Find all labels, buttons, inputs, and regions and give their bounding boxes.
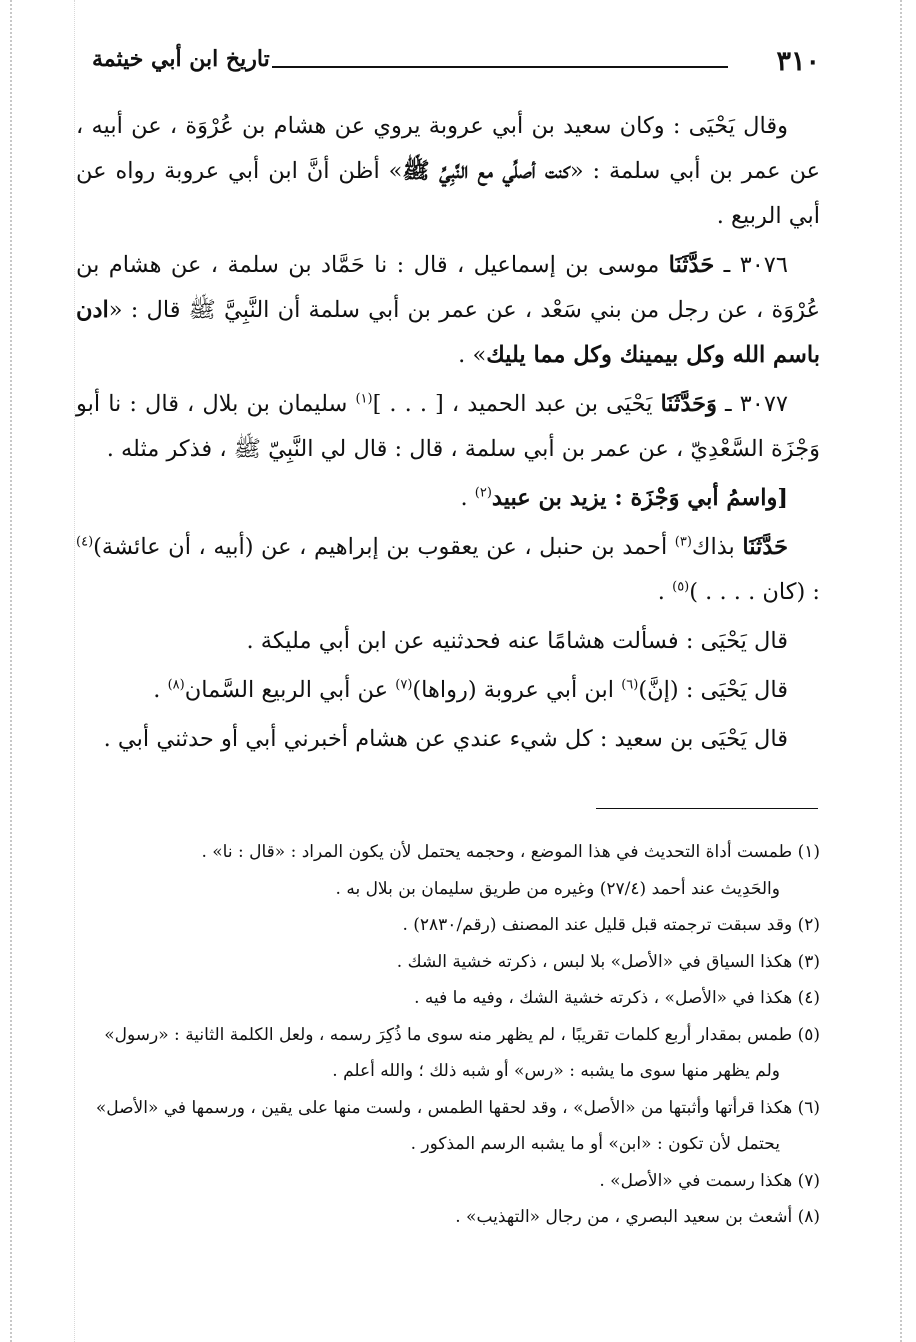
paragraph-5: حَدَّثَنَا بذاك$^{(٣)}$ أحمد بن حنبل ، عن يعقوب بن إبراهيم ، عن (أبيه ، أن عائشة)$^{(٤)}$ : (كان . . . . )$^{(٥)}$ . — [76, 534, 820, 605]
footnote-ref[interactable]: (٨) — [167, 677, 185, 693]
footnote-2: (٢) وقد سبقت ترجمته قبل قليل عند المصنف (رقم/٢٨٣٠) . — [402, 915, 820, 935]
main-text — [76, 104, 820, 766]
footnote-ref[interactable]: (١) — [355, 391, 373, 407]
header-rule — [272, 66, 728, 68]
footnote-3: (٣) هكذا السياق في «الأصل» بلا لبس ، ذكرته خشية الشك . — [396, 951, 820, 972]
paragraph-7: قال يَحْيَى : (إنَّ)$^{(٦)}$ ابن أبي عروبة (رواها)$^{(٧)}$ عن أبي الربيع السَّمان$^{(٨)}$ . — [153, 677, 788, 703]
footnote-ref[interactable]: (٣) — [674, 534, 692, 550]
page-header — [92, 46, 820, 82]
page-number: ٣١٠ — [776, 46, 820, 77]
hadith-3077: ٣٠٧٧ ـ وَحَدَّثَنَا يَحْيَى بن عبد الحميد ، [ . . . ]$^{(١)}$ سليمان بن بلال ، قال : نا أبو وَجْزَة السَّعْدِيّ ، عن عمر بن أبي سلمة ، قال : قال لي النَّبِيّ ﷺ ، فذكر مثله . — [76, 391, 820, 462]
footnote-5: (٥) طمس بمقدار أربع كلمات تقريبًا ، لم يظهر منه سوى ما ذُكِرَ رسمه ، ولعل الكلمة الثانية : «رسول» — [104, 1024, 820, 1045]
page-edge-inner — [74, 0, 75, 1342]
footnotes — [80, 834, 820, 1236]
footnote-ref[interactable]: (٥) — [672, 579, 690, 595]
paragraph-8: قال يَحْيَى بن سعيد : كل شيء عندي عن هشام أخبرني أبي أو حدثني أبي . — [103, 726, 788, 752]
footnote-ref[interactable]: (٧) — [395, 677, 413, 693]
footnote-4: (٤) هكذا في «الأصل» ، ذكرته خشية الشك ، وفيه ما فيه . — [414, 988, 820, 1008]
book-title: تاريخ ابن أبي خيثمة — [92, 46, 270, 72]
page-edge-left — [10, 0, 12, 1342]
footnote-6-cont: يحتمل لأن تكون : «ابن» أو ما يشبه الرسم المذكور . — [410, 1134, 780, 1154]
hadith-3076: ٣٠٧٦ ـ حَدَّثَنَا موسى بن إسماعيل ، قال : نا حَمَّاد بن سلمة ، عن هشام بن عُرْوَة ، عن رجل من بني سَعْد ، عن عمر بن أبي سلمة أن النَّبِيَّ ﷺ قال : «ادن باسم الله وكل بيمينك وكل مما يليك» . — [76, 252, 820, 368]
footnote-ref[interactable]: (٢) — [474, 485, 492, 501]
footnote-separator — [596, 808, 818, 809]
footnote-ref[interactable]: (٤) — [76, 534, 94, 550]
paragraph-1: وقال يَحْيَى : وكان سعيد بن أبي عروبة يروي عن هشام بن عُرْوَة ، عن أبيه ، عن عمر بن أبي سلمة : «كنت أصلِّي مع النَّبِيِّ ﷺ» أظن أنَّ ابن أبي عروبة رواه عن أبي الربيع . — [76, 113, 820, 229]
footnote-1-cont: والحَدِيث عند أحمد (٢٧/٤) وغيره من طريق سليمان بن بلال به . — [335, 878, 780, 899]
footnote-6: (٦) هكذا قرأتها وأثبتها من «الأصل» ، وقد لحقها الطمس ، ولست منها على يقين ، ورسمها في «الأصل» — [95, 1097, 820, 1118]
footnote-8: (٨) أشعث بن سعيد البصري ، من رجال «التهذيب» . — [455, 1207, 820, 1227]
footnote-5-cont: ولم يظهر منها سوى ما يشبه : «رس» أو شبه ذلك ؛ والله أعلم . — [332, 1061, 780, 1081]
page-edge-right — [900, 0, 902, 1342]
paragraph-name-note: [واسمُ أبي وَجْزَة : يزيد بن عبيد$^{(٢)}$ . — [460, 485, 788, 511]
footnote-ref[interactable]: (٦) — [621, 677, 639, 693]
footnote-1: (١) طمست أداة التحديث في هذا الموضع ، وحجمه يحتمل لأن يكون المراد : «قال : نا» . — [201, 842, 820, 862]
footnote-7: (٧) هكذا رسمت في «الأصل» . — [599, 1170, 820, 1191]
paragraph-6: قال يَحْيَى : فسألت هشامًا عنه فحدثنيه عن ابن أبي مليكة . — [246, 628, 788, 654]
